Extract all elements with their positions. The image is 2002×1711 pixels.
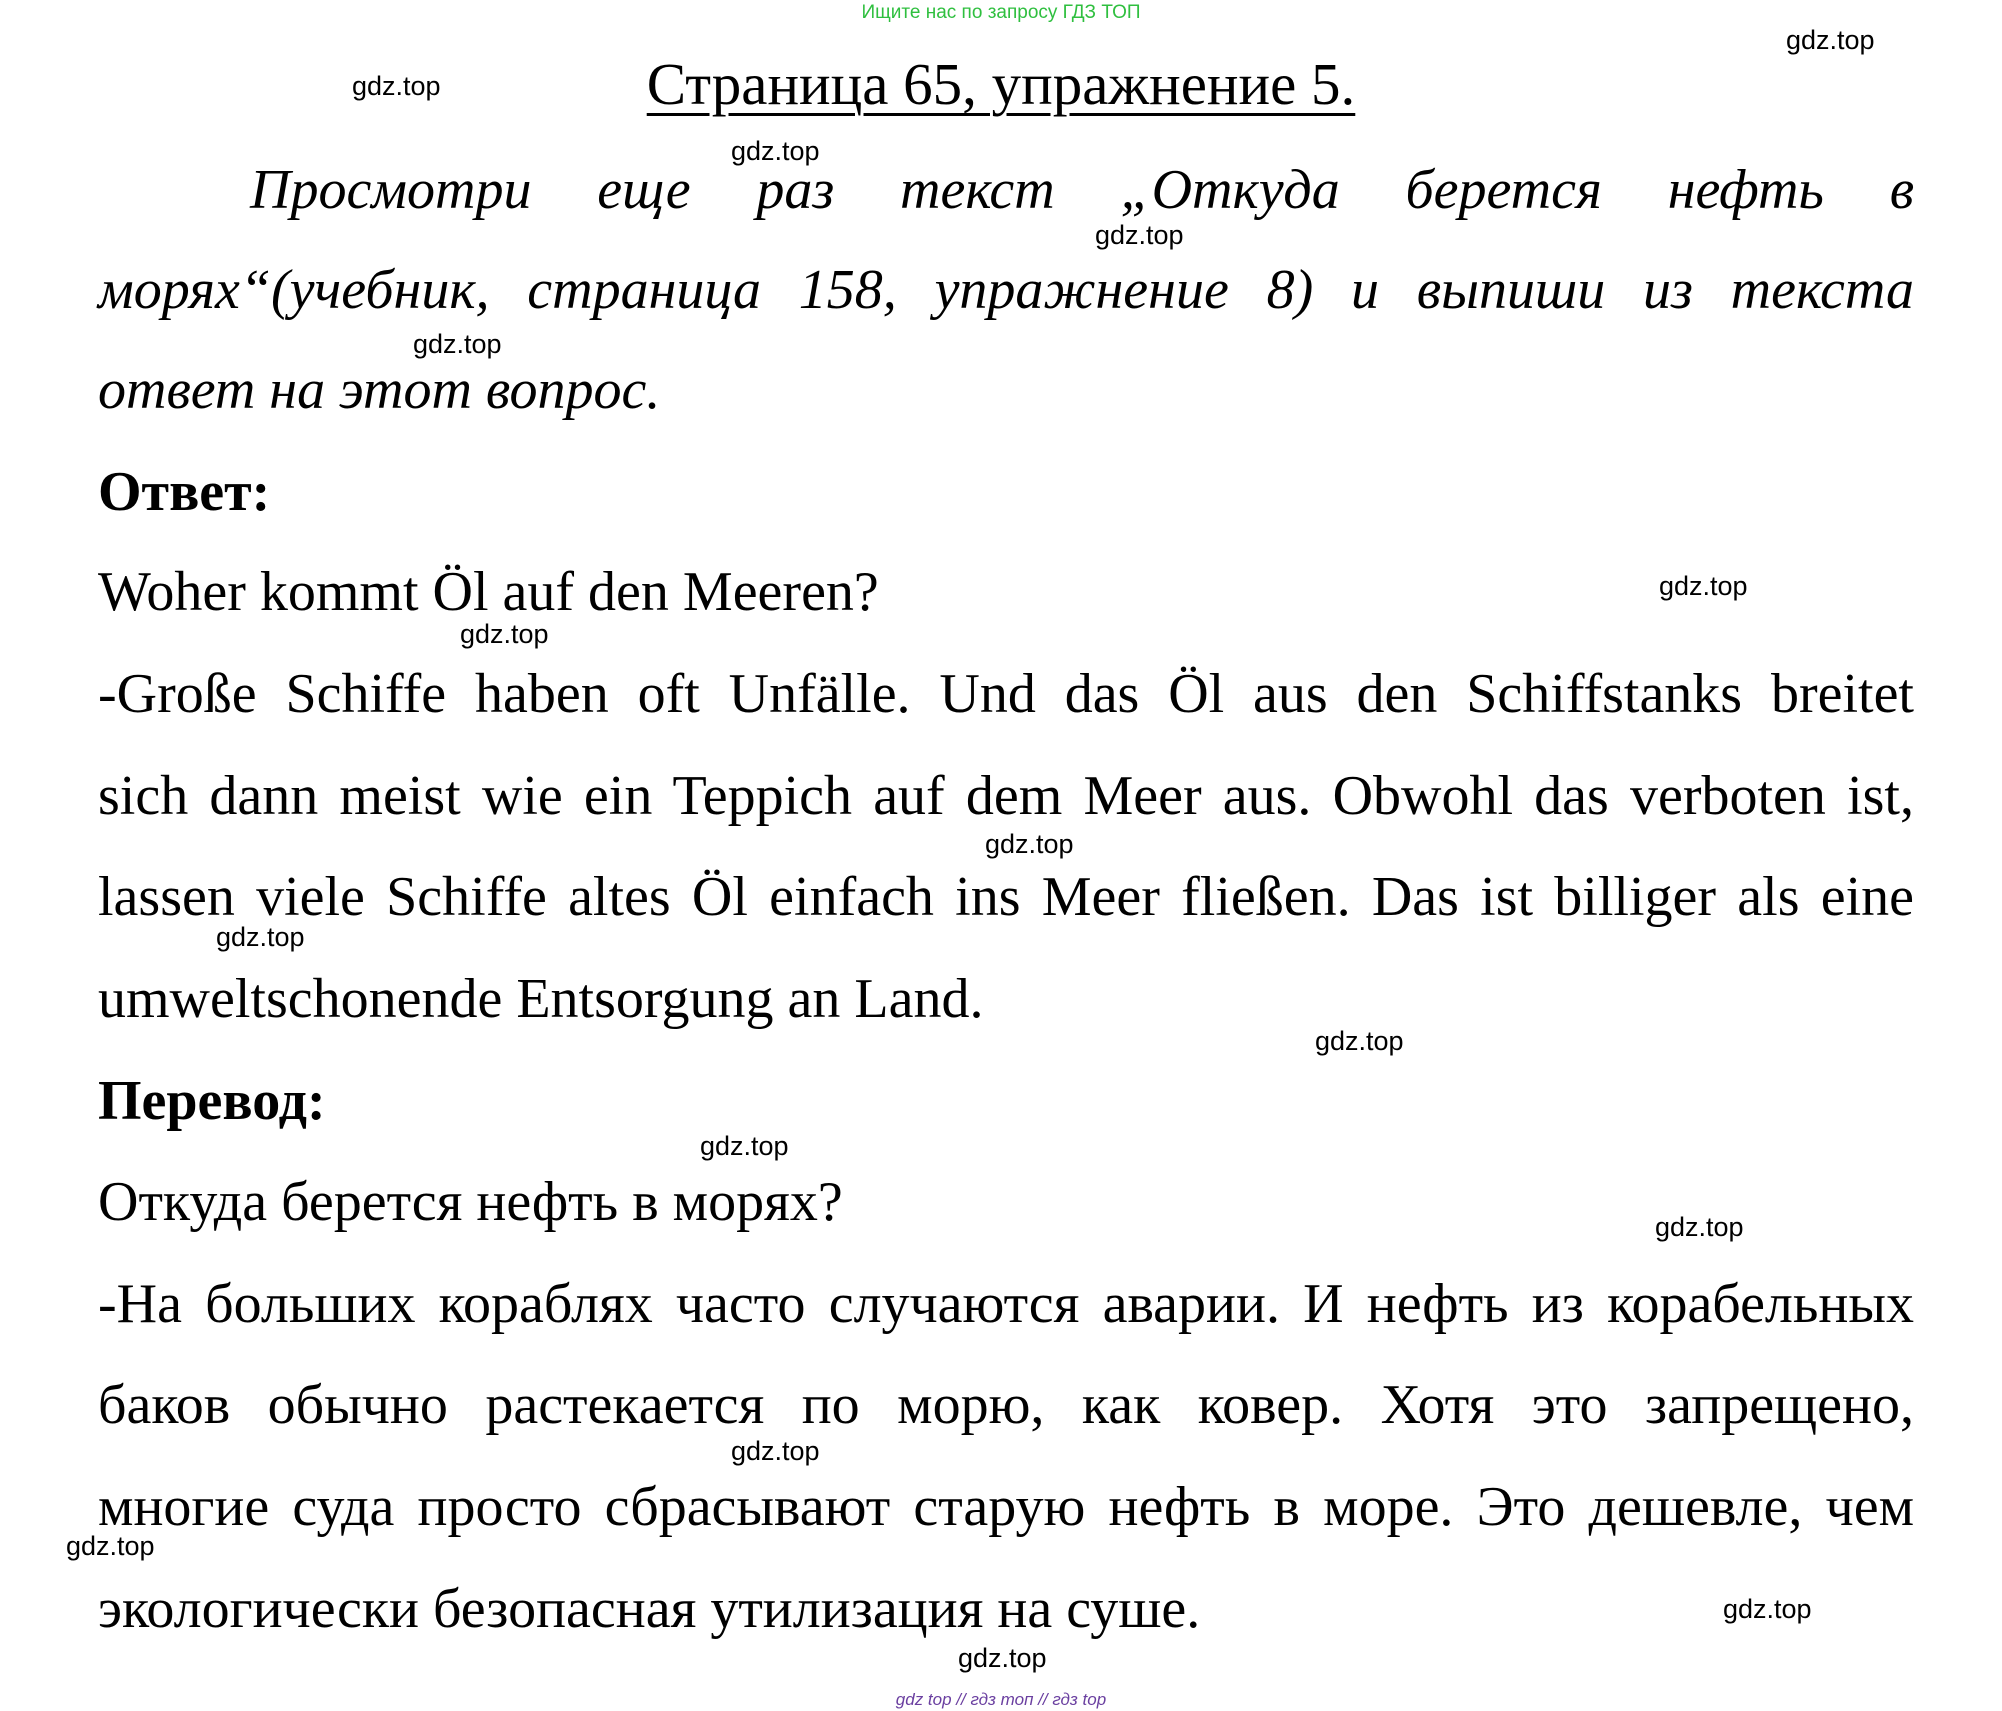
watermark: gdz.top bbox=[352, 71, 441, 101]
page-title: Страница 65, упражнение 5. bbox=[646, 51, 1356, 117]
translation-line: экологически безопасная утилизация на суше. bbox=[98, 1578, 1201, 1640]
answer-line: sich dann meist wie ein Teppich auf dem Meer aus. Obwohl das verboten ist, bbox=[98, 765, 1914, 827]
footer-note: gdz top // гдз топ // гдз top bbox=[895, 1690, 1107, 1709]
task-line: морях“(учебник, страница 158, упражнение 8) и выпиши из текста bbox=[98, 259, 1914, 321]
watermark: gdz.top bbox=[731, 136, 820, 166]
translation-line: баков обычно растекается по морю, как ковер. Хотя это запрещено, bbox=[98, 1374, 1914, 1436]
answer-question: Woher kommt Öl auf den Meeren? bbox=[98, 561, 879, 623]
watermark: gdz.top bbox=[460, 619, 549, 649]
watermark: gdz.top bbox=[985, 829, 1074, 859]
watermark: gdz.top bbox=[1315, 1026, 1404, 1056]
answer-line: lassen viele Schiffe altes Öl einfach ins Meer fließen. Das ist billiger als eine bbox=[98, 866, 1914, 928]
watermark: gdz.top bbox=[1659, 571, 1748, 601]
watermark: gdz.top bbox=[1723, 1594, 1812, 1624]
watermark: gdz.top bbox=[413, 329, 502, 359]
watermark: gdz.top bbox=[1095, 220, 1184, 250]
answer-heading: Ответ: bbox=[98, 461, 271, 523]
watermark: gdz.top bbox=[731, 1436, 820, 1466]
watermark: gdz.top bbox=[1786, 25, 1875, 55]
watermark: gdz.top bbox=[1655, 1212, 1744, 1242]
watermark: gdz.top bbox=[216, 922, 305, 952]
watermark: gdz.top bbox=[66, 1531, 155, 1561]
answer-line: umweltschonende Entsorgung an Land. bbox=[98, 968, 984, 1030]
top-note: Ищите нас по запросу ГДЗ ТОП bbox=[861, 2, 1141, 23]
translation-line: многие суда просто сбрасывают старую нефть в море. Это дешевле, чем bbox=[98, 1476, 1914, 1538]
task-line: Просмотри еще раз текст „Откуда берется нефть в bbox=[250, 159, 1914, 221]
translation-line: -На больших кораблях часто случаются аварии. И нефть из корабельных bbox=[98, 1273, 1914, 1335]
task-line: ответ на этот вопрос. bbox=[98, 359, 661, 421]
answer-line: -Große Schiffe haben oft Unfälle. Und das Öl aus den Schiffstanks breitet bbox=[98, 663, 1914, 725]
watermark: gdz.top bbox=[700, 1131, 789, 1161]
translation-heading: Перевод: bbox=[98, 1070, 326, 1132]
watermark: gdz.top bbox=[958, 1643, 1047, 1673]
translation-question: Откуда берется нефть в морях? bbox=[98, 1171, 843, 1233]
